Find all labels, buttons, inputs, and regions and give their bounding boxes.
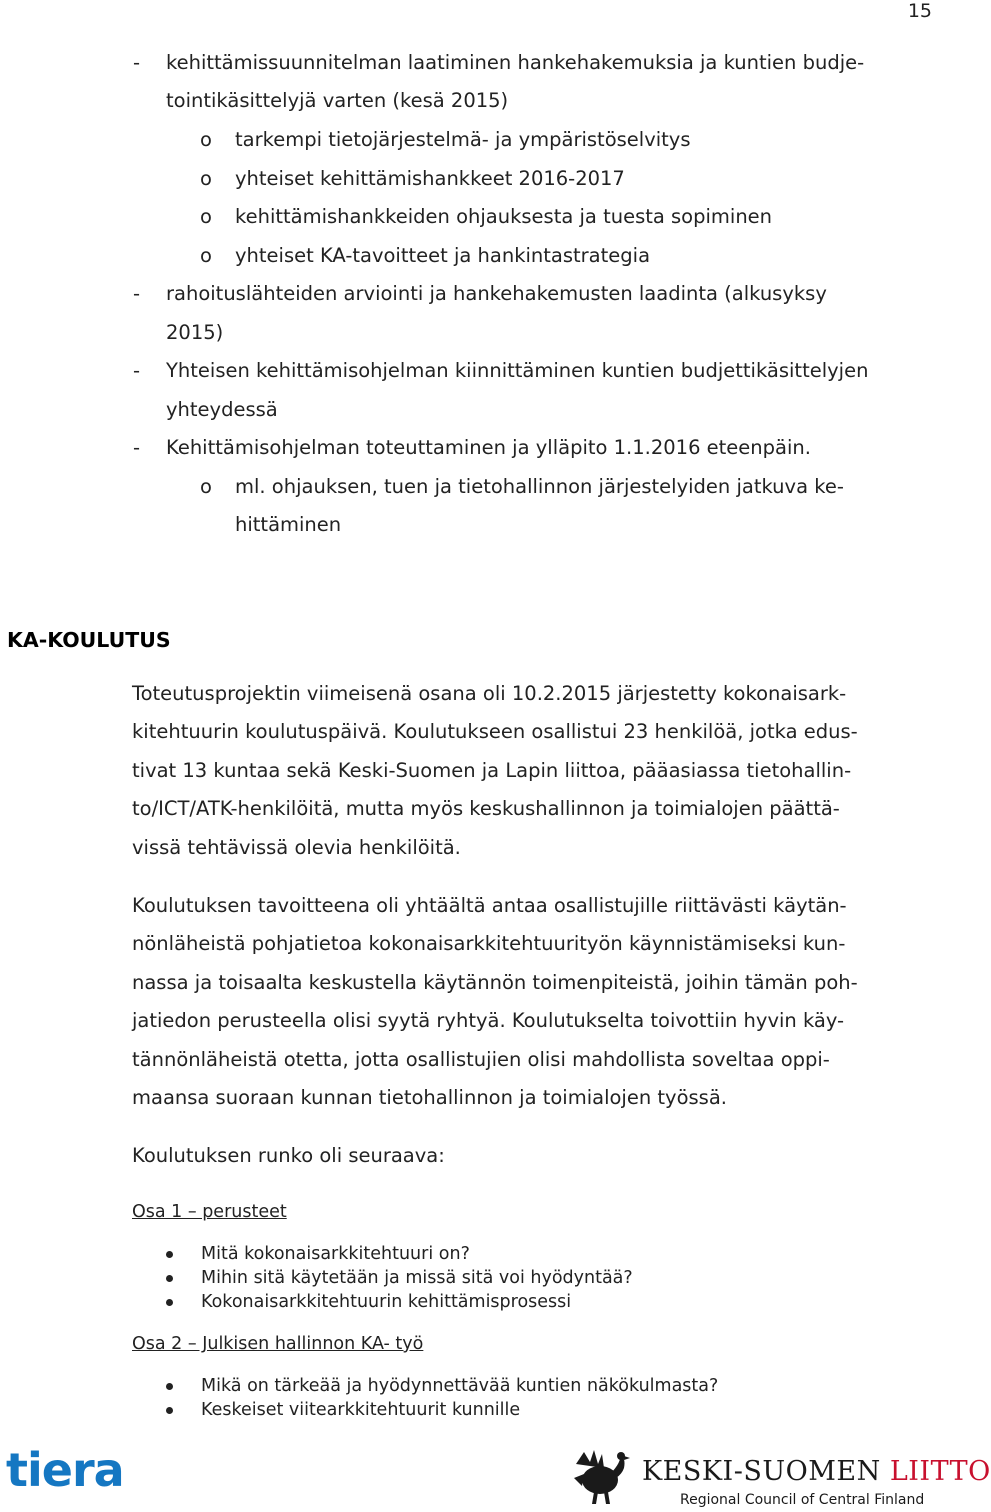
paragraph-line: nassa ja toisaalta keskustella käytännön toimenpiteistä, joihin tämän poh- (132, 971, 858, 994)
list-item-line: 2015) (166, 321, 224, 344)
bullet-icon (166, 1383, 173, 1390)
paragraph-line: jatiedon perusteella olisi syytä ryhtyä. Koulutukselta toivottiin hyvin käy- (132, 1009, 845, 1032)
paragraph-line: vissä tehtävissä olevia henkilöitä. (132, 836, 461, 859)
paragraph-line: maansa suoraan kunnan tietohallinnon ja toimialojen työssä. (132, 1086, 727, 1109)
bullet-icon (166, 1407, 173, 1414)
list-item-line: yhteydessä (166, 398, 278, 421)
sub-list-marker: o (200, 167, 212, 190)
list-item: Mitä kokonaisarkkitehtuuri on? (201, 1244, 470, 1264)
sub-list-marker: o (200, 244, 212, 267)
paragraph-line: tivat 13 kuntaa sekä Keski-Suomen ja Lapin liittoa, pääasiassa tietohallin- (132, 759, 852, 782)
list-item: Kokonaisarkkitehtuurin kehittämisprosessi (201, 1292, 572, 1312)
paragraph-line: to/ICT/ATK-henkilöitä, mutta myös keskushallinnon ja toimialojen päättä- (132, 797, 840, 820)
page-number: 15 (907, 0, 932, 22)
sub-list-item: yhteiset kehittämishankkeet 2016-2017 (235, 167, 625, 190)
sub-list-marker: o (200, 128, 212, 151)
part2-title: Osa 2 – Julkisen hallinnon KA- työ (132, 1334, 424, 1354)
ksl-subtitle: Regional Council of Central Finland (680, 1492, 925, 1508)
list-item-line: kehittämissuunnitelman laatiminen hankehakemuksia ja kuntien budje- (166, 51, 865, 74)
bullet-icon (166, 1275, 173, 1282)
list-item-line: Yhteisen kehittämisohjelman kiinnittäminen kuntien budjettikäsittelyjen (166, 359, 869, 382)
paragraph-line: Koulutuksen tavoitteena oli yhtäältä antaa osallistujille riittävästi käytän- (132, 894, 847, 917)
list-dash: - (133, 51, 141, 74)
sub-list-item: tarkempi tietojärjestelmä- ja ympäristöselvitys (235, 128, 691, 151)
section-heading: KA-KOULUTUS (7, 628, 171, 652)
paragraph-line: kitehtuurin koulutuspäivä. Koulutukseen osallistui 23 henkilöä, jotka edus- (132, 720, 858, 743)
list-item: Mihin sitä käytetään ja missä sitä voi hyödyntää? (201, 1268, 633, 1288)
list-item: Mikä on tärkeää ja hyödynnettävää kuntien näkökulmasta? (201, 1376, 719, 1396)
sub-list-item: yhteiset KA-tavoitteet ja hankintastrategia (235, 244, 651, 267)
sub-list-marker: o (200, 475, 212, 498)
bullet-icon (166, 1251, 173, 1258)
list-dash: - (133, 359, 141, 382)
list-item-line: rahoituslähteiden arviointi ja hankehakemusten laadinta (alkusyksy (166, 282, 827, 305)
capercaillie-bird-icon (570, 1444, 636, 1510)
list-dash: - (133, 436, 141, 459)
sub-list-marker: o (200, 205, 212, 228)
sub-list-item: kehittämishankkeiden ohjauksesta ja tuesta sopiminen (235, 205, 773, 228)
keski-suomen-liitto-logo (642, 1456, 991, 1487)
bullet-icon (166, 1299, 173, 1306)
list-item-line: tointikäsittelyjä varten (kesä 2015) (166, 89, 509, 112)
list-item-line: Kehittämisohjelman toteuttaminen ja ylläpito 1.1.2016 eteenpäin. (166, 436, 811, 459)
list-item: Keskeiset viitearkkitehtuurit kunnille (201, 1400, 521, 1420)
ksl-name-accent: LIITTO (889, 1456, 991, 1487)
part1-title: Osa 1 – perusteet (132, 1202, 287, 1222)
paragraph-line: Toteutusprojektin viimeisenä osana oli 10.2.2015 järjestetty kokonaisark- (132, 682, 847, 705)
paragraph-line: tännönläheistä otetta, jotta osallistujien olisi mahdollista soveltaa oppi- (132, 1048, 830, 1071)
tiera-logo: tiera (6, 1443, 124, 1497)
ksl-name-main: KESKI-SUOMEN (642, 1456, 881, 1487)
paragraph-line: nönläheistä pohjatietoa kokonaisarkkitehtuurityön käynnistämiseksi kun- (132, 932, 846, 955)
structure-intro: Koulutuksen runko oli seuraava: (132, 1144, 445, 1167)
list-dash: - (133, 282, 141, 305)
sub-list-item: hittäminen (235, 513, 342, 536)
sub-list-item: ml. ohjauksen, tuen ja tietohallinnon järjestelyiden jatkuva ke- (235, 475, 844, 498)
